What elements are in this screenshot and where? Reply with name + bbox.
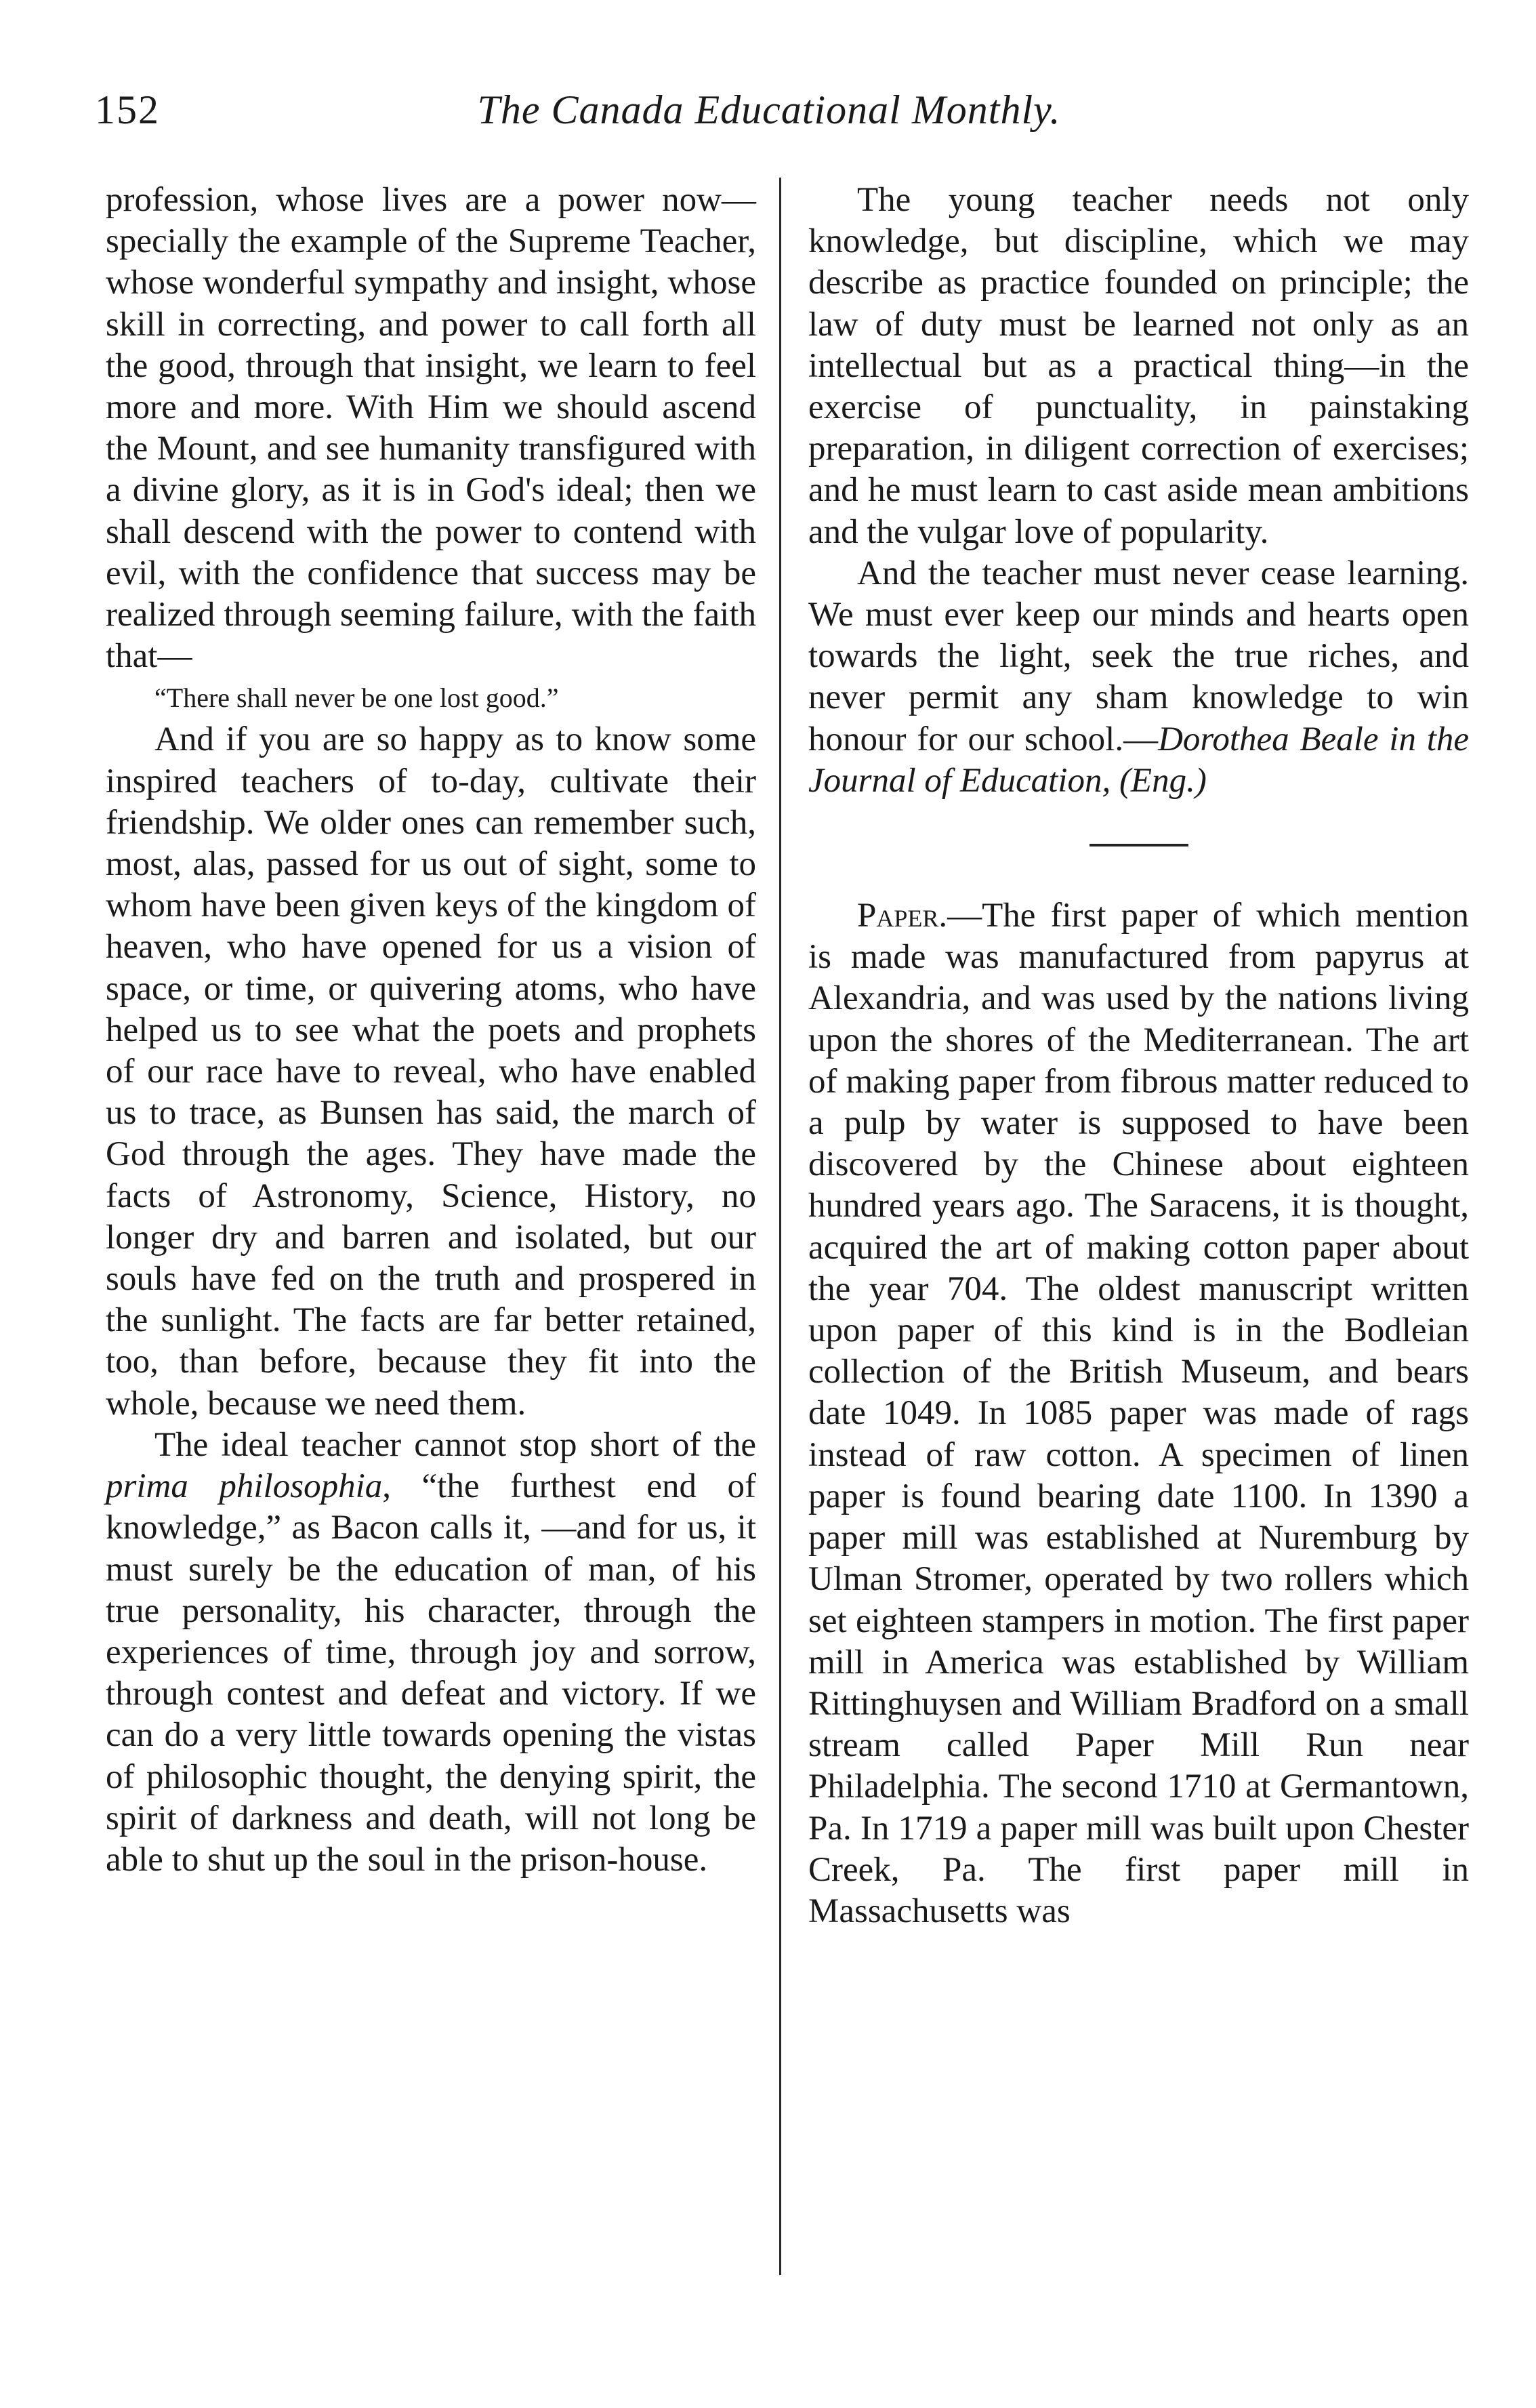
- column-divider: [779, 178, 781, 2275]
- p2-text: And the teacher must never cease learning. We must ever keep our minds and hearts open towards the light, seek the true riches, and never permit any sham knowledge to win honour for our school.—: [808, 554, 1469, 758]
- article-attribution: Dorothea Beale in the Journal of Education, (Eng.): [808, 720, 1469, 800]
- paper-text: —The first paper of which mention is made was manufactured from papyrus at Alexandria, and was used by the nations living upon the shores of the Mediterranean. The art of making paper from fibrous matter reduced to a pulp by water is supposed to have been discovered by the Chinese about eighteen hundred years ago. The Saracens, it is thought, acquired the art of making cotton paper about the year 704. The oldest manuscript written upon paper of this kind is in the Bodleian collection of the British Museum, and bears date 1049. In 1085 paper was made of rags instead of raw cotton. A specimen of linen paper is found bearing date 1100. In 1390 a paper mill was established at Nuremburg by Ulman Stromer, operated by two rollers which set eighteen stampers in motion. The first paper mill in America was established by William Rittinghuysen and William Bradford on a small stream called Paper Mill Run near Philadelphia. The second 1710 at Germantown, Pa. In 1719 a paper mill was built upon Chester Creek, Pa. The first paper mill in Massachusetts was: [808, 897, 1469, 1930]
- right-paragraph-2: [808, 553, 1469, 802]
- page-header: [95, 87, 1443, 148]
- page-number: 152: [95, 87, 160, 132]
- p3-text-after: , “the furthest end of knowledge,” as Bacon calls it, —and for us, it must surely be the education of man, of his true personality, his character, through the experiences of time, through joy and sorrow, through contest and defeat and victory. If we can do a very little towards opening the vistas of philosophic thought, the denying spirit, the spirit of darkness and death, will not long be able to shut up the soul in the prison-house.: [106, 1467, 757, 1879]
- left-paragraph-3: [106, 1425, 756, 1881]
- running-title: The Canada Educational Monthly.: [477, 87, 1061, 132]
- left-paragraph-2: And if you are so happy as to know some inspired teachers of to-day, cultivate their friendship. We older ones can remember such, most, alas, passed for us out of sight, some to whom have been given keys of the kingdom of heaven, who have opened for us a vision of space, or time, or quivering atoms, who have helped us to see what the poets and prophets of our race have to reveal, who have enabled us to trace, as Bunsen has said, the march of God through the ages. They have made the facts of Astronomy, Science, History, no longer dry and barren and isolated, but our souls have fed on the truth and prospered in the sunlight. The facts are far better retained, too, than before, because they fit into the whole, because we need them.: [106, 720, 756, 1423]
- right-column: [808, 180, 1469, 1932]
- left-column: [106, 180, 756, 1881]
- p3-latin-phrase: prima philosophia: [106, 1467, 383, 1506]
- p3-text-before: The ideal teacher cannot stop short of the: [154, 1425, 756, 1464]
- paper-heading: Paper.: [857, 897, 948, 935]
- verse-quotation: “There shall never be one lost good.”: [154, 682, 559, 714]
- left-paragraph-1: profession, whose lives are a power now—specially the example of the Supreme Teacher, whose wonderful sympathy and insight, whose skill in correcting, and power to call forth all the good, through that insight, we learn to feel more and more. With Him we should ascend the Mount, and see humanity transfigured with a divine glory, as it is in God's ideal; then we shall descend with the power to contend with evil, with the confidence that success may be realized through seeming failure, with the faith that—: [106, 181, 756, 676]
- section-divider: [1089, 844, 1188, 846]
- paper-paragraph: [808, 895, 1469, 1932]
- right-paragraph-1: The young teacher needs not only knowledge, but discipline, which we may describe as practice founded on principle; the law of duty must be learned not only as an intellectual but as a practical thing—in the exercise of punctuality, in painstaking preparation, in diligent correction of exercises; and he must learn to cast aside mean ambitions and the vulgar love of popularity.: [808, 181, 1469, 551]
